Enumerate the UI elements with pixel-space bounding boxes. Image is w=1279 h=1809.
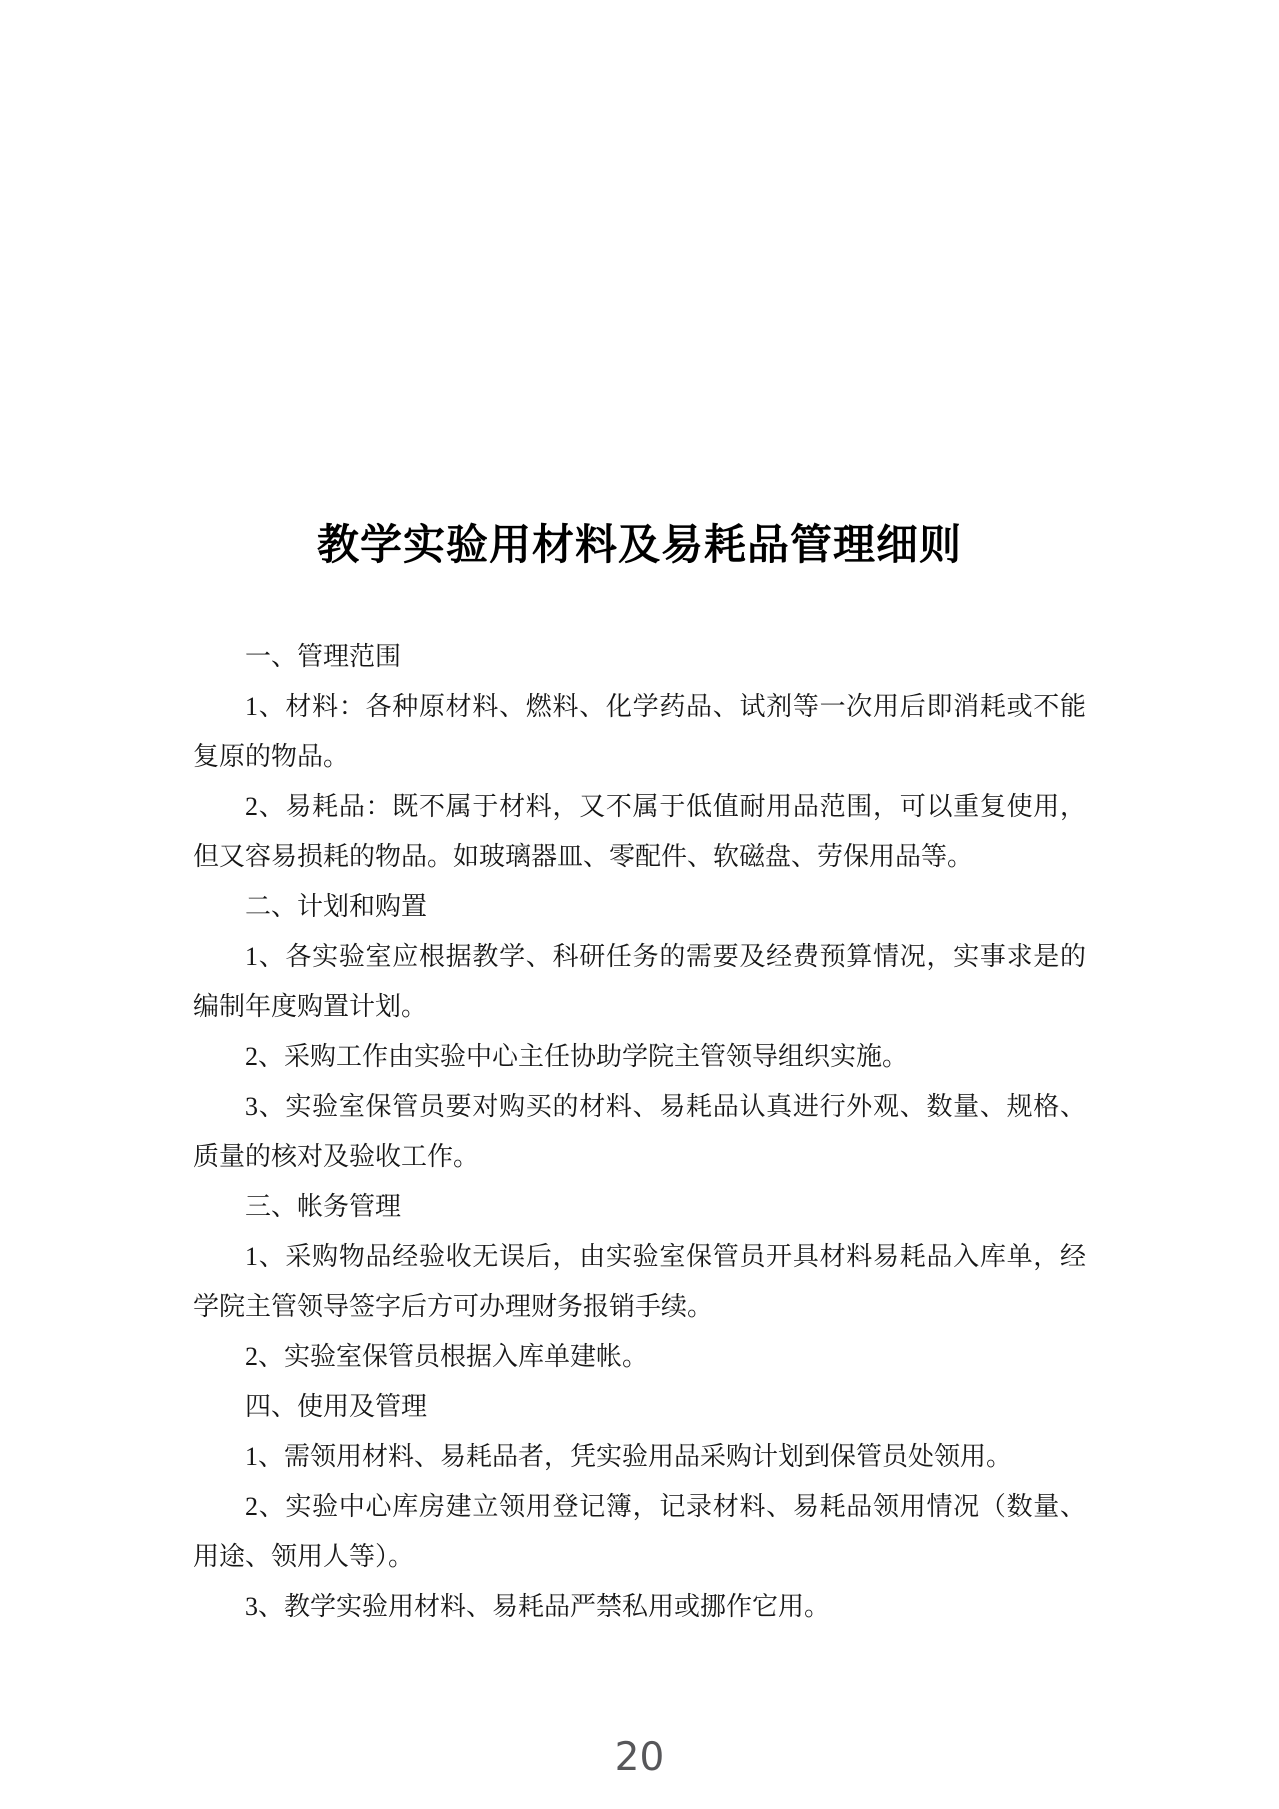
paragraph: 2、实验室保管员根据入库单建帐。 xyxy=(245,1342,649,1371)
section-heading: 一、管理范围 xyxy=(245,642,402,671)
document-body xyxy=(193,632,1086,1632)
paragraph: 1、材料：各种原材料、燃料、化学药品、试剂等一次用后即消耗或不能复原的物品。 xyxy=(193,692,1086,771)
paragraph: 2、易耗品：既不属于材料，又不属于低值耐用品范围，可以重复使用，但又容易损耗的物品。如玻璃器皿、零配件、软磁盘、劳保用品等。 xyxy=(193,792,1086,871)
page-number: 20 xyxy=(614,1735,665,1780)
paragraph: 3、教学实验用材料、易耗品严禁私用或挪作它用。 xyxy=(245,1592,831,1621)
paragraph: 1、采购物品经验收无误后，由实验室保管员开具材料易耗品入库单，经学院主管领导签字后方可办理财务报销手续。 xyxy=(193,1242,1086,1321)
section-heading: 四、使用及管理 xyxy=(245,1392,428,1421)
section-heading: 二、计划和购置 xyxy=(245,892,428,921)
paragraph: 2、采购工作由实验中心主任协助学院主管领导组织实施。 xyxy=(245,1042,909,1071)
page-title: 教学实验用材料及易耗品管理细则 xyxy=(316,523,962,570)
paragraph: 2、实验中心库房建立领用登记簿，记录材料、易耗品领用情况（数量、用途、领用人等）。 xyxy=(193,1492,1086,1571)
paragraph: 1、各实验室应根据教学、科研任务的需要及经费预算情况，实事求是的编制年度购置计划。 xyxy=(193,942,1086,1021)
paragraph: 1、需领用材料、易耗品者，凭实验用品采购计划到保管员处领用。 xyxy=(245,1442,1013,1471)
paragraph: 3、实验室保管员要对购买的材料、易耗品认真进行外观、数量、规格、质量的核对及验收工作。 xyxy=(193,1092,1086,1171)
section-heading: 三、帐务管理 xyxy=(245,1192,402,1221)
